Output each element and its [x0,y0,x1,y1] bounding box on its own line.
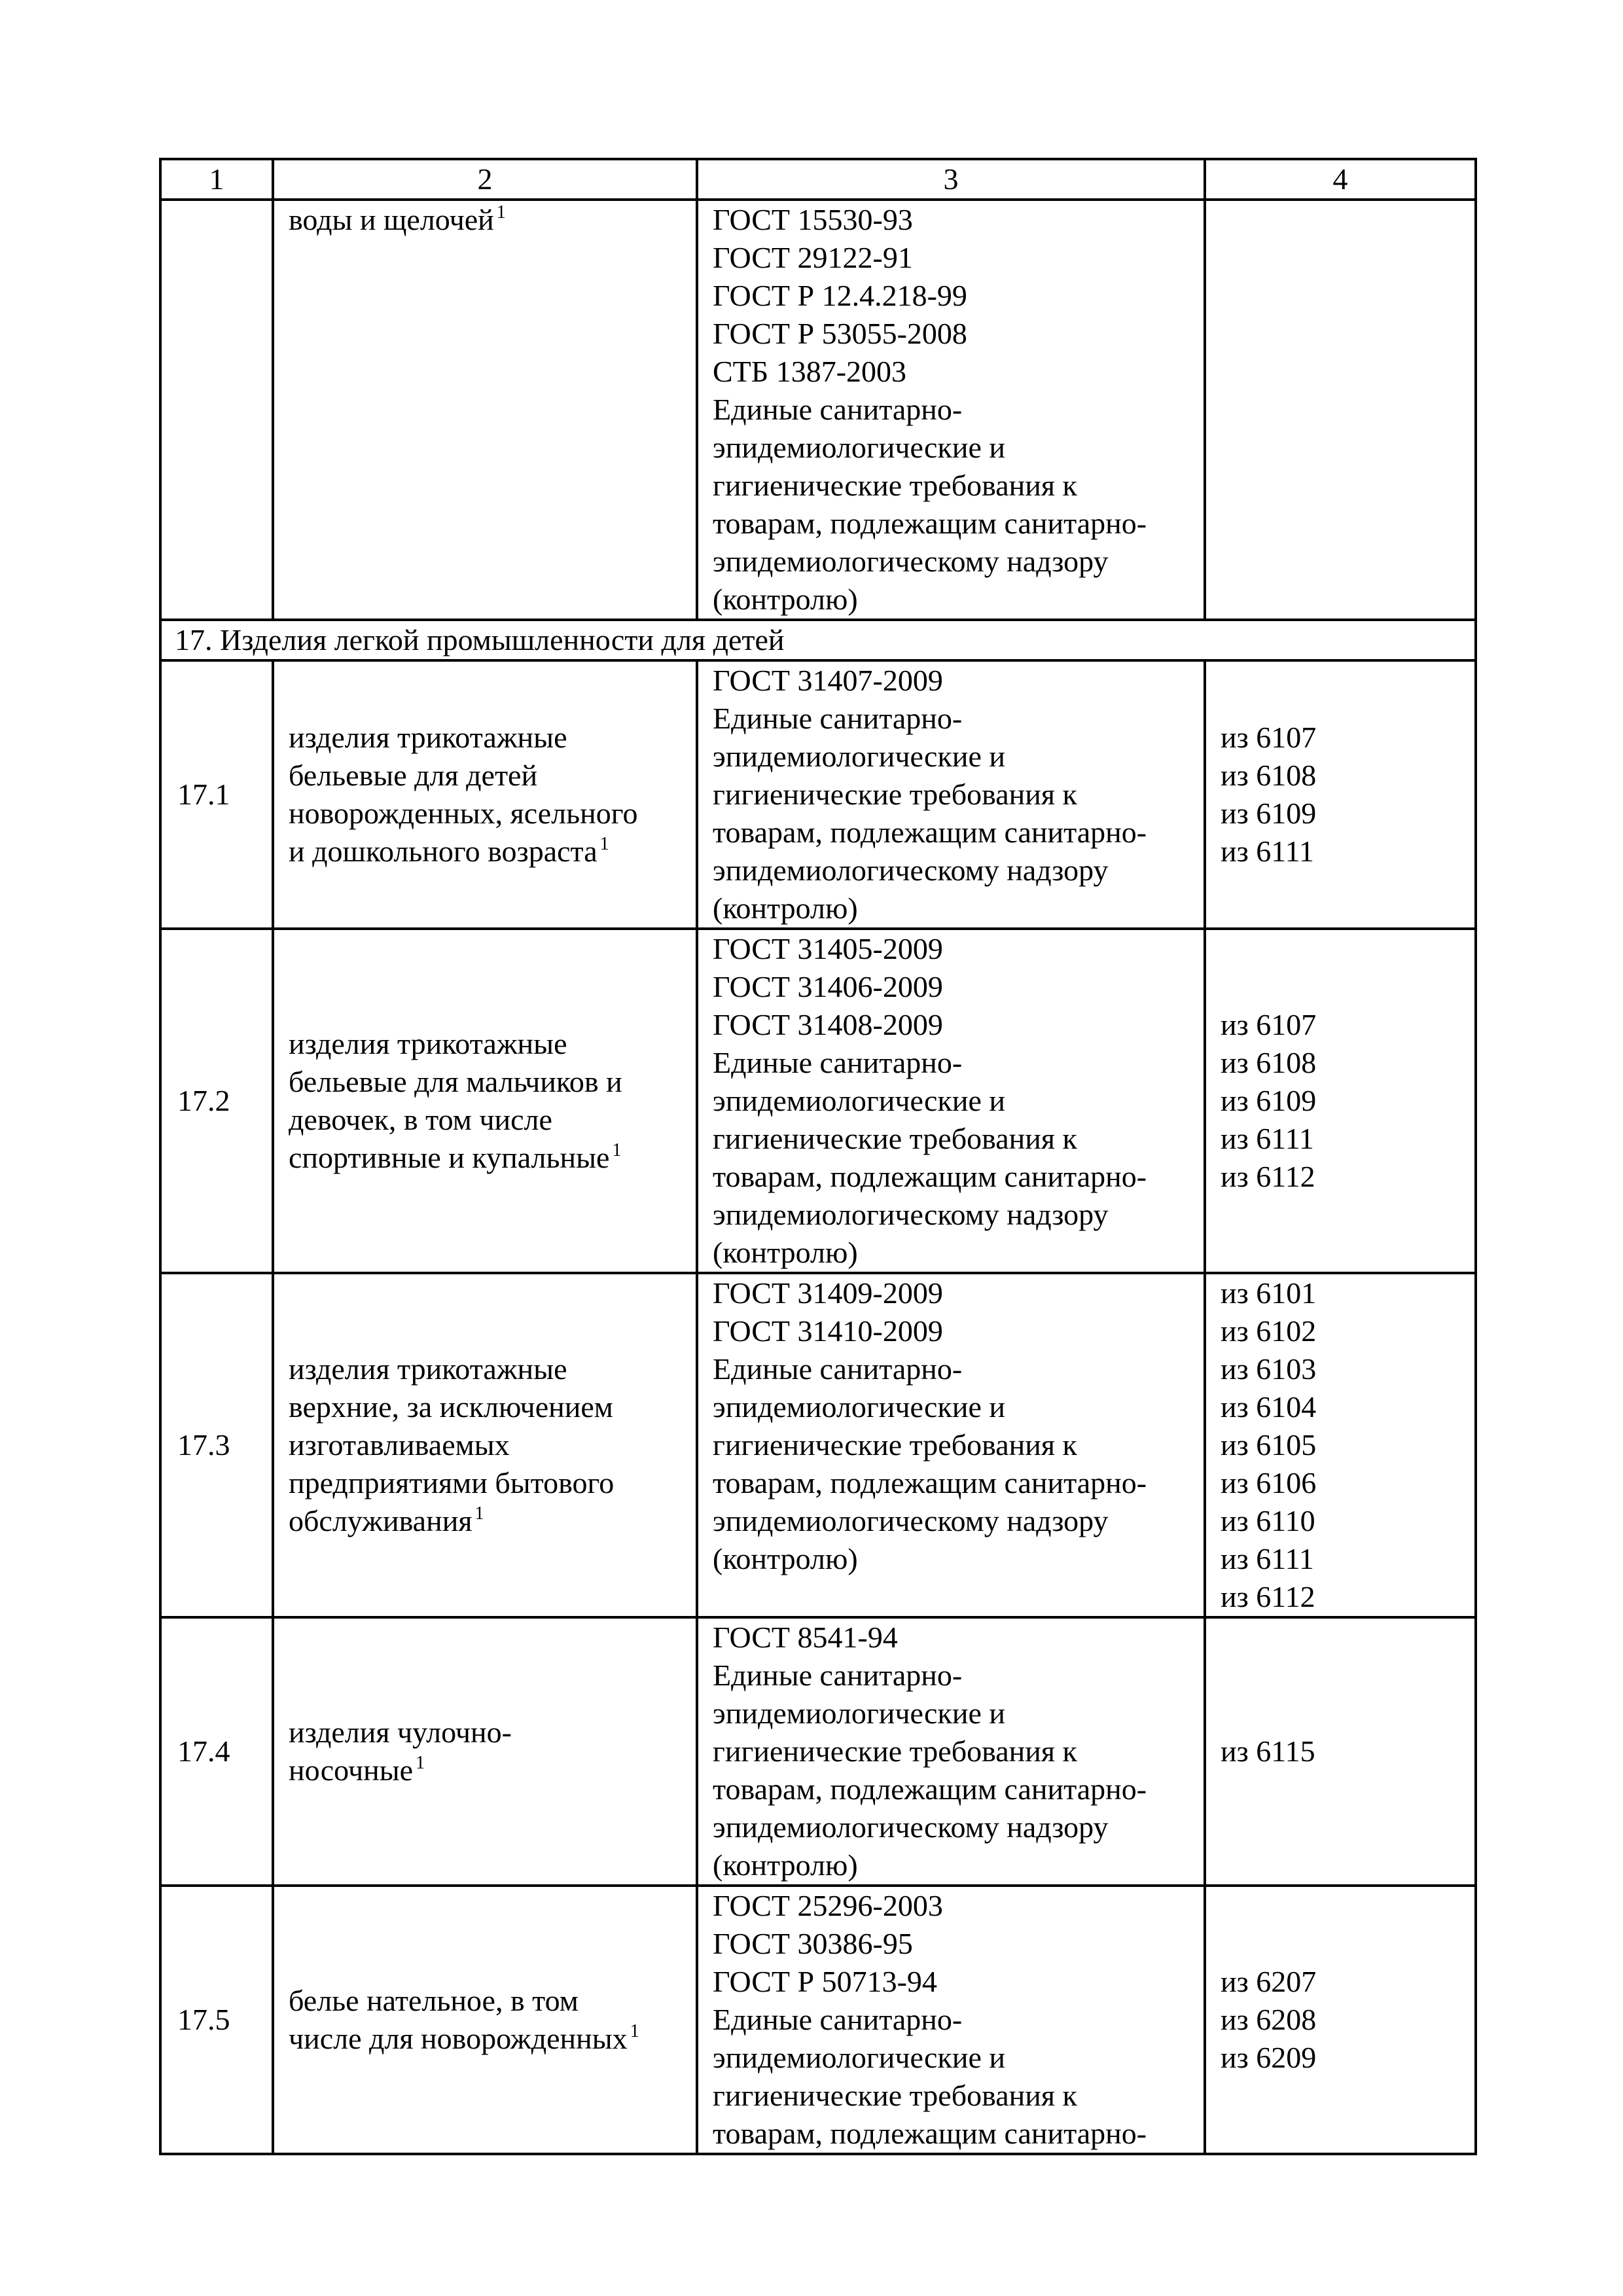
codes-cell [1205,1273,1476,1617]
product-name-line [289,1713,681,1751]
product-name-text: предприятиями бытового [289,1466,615,1499]
table-row [160,660,1476,929]
row-number: 17.1 [160,660,273,929]
customs-code: из 6102 [1221,1314,1317,1348]
table-body [160,159,1476,2154]
table-row [160,1886,1476,2154]
standard-line: товарам, подлежащим санитарно- [713,816,1147,849]
standard-line: СТБ 1387-2003 [713,355,907,388]
standard-line: эпидемиологические и [713,1696,1005,1730]
standard-line: ГОСТ Р 12.4.218-99 [713,279,967,312]
standard-line: Единые санитарно- [713,393,963,426]
standard-line: (контролю) [713,583,858,616]
codes-cell [1205,200,1476,620]
product-name-line [289,833,681,870]
product-name-text: изделия трикотажные [289,1027,567,1060]
product-name-line [289,1426,681,1464]
customs-code: из 6207 [1221,1965,1317,1998]
product-name-text: девочек, в том числе [289,1103,552,1136]
section-title: 17. Изделия легкой промышленности для детей [160,620,1476,660]
standard-line: (контролю) [713,1542,858,1575]
standard-line: (контролю) [713,891,858,925]
standards-cell [697,1886,1205,2154]
header-cell-4: 4 [1205,159,1476,200]
product-name-line [289,1025,681,1063]
product-name-line [289,1101,681,1139]
product-name-text: и дошкольного возраста [289,834,597,868]
standard-line: гигиенические требования к [713,2079,1077,2112]
standard-line: эпидемиологическому надзору [713,1504,1109,1537]
footnote-mark: 1 [496,202,506,223]
product-name-text: воды и щелочей [289,203,494,236]
continuation-row [160,200,1476,620]
product-name-text: белье нательное, в том [289,1984,579,2017]
customs-code: из 6115 [1221,1734,1315,1768]
standard-line: ГОСТ 31406-2009 [713,970,943,1003]
table-row [160,1273,1476,1617]
table-row [160,1617,1476,1886]
standard-line: гигиенические требования к [713,1734,1077,1768]
row-number [160,200,273,620]
codes-cell [1205,660,1476,929]
standard-line: Единые санитарно- [713,2003,963,2036]
footnote-mark: 1 [474,1503,484,1524]
customs-code: из 6109 [1221,1084,1317,1117]
product-name [273,929,697,1273]
product-name-line [289,1751,681,1789]
product-name-line [289,1982,681,2020]
customs-code: из 6108 [1221,759,1317,792]
product-name-text: изделия трикотажные [289,1352,567,1386]
standard-line: Единые санитарно- [713,1352,963,1386]
standard-line: эпидемиологические и [713,431,1005,464]
section-row [160,620,1476,660]
customs-code: из 6105 [1221,1428,1317,1462]
standard-line: (контролю) [713,1848,858,1882]
product-name-line [289,1464,681,1502]
product-name-text: изготавливаемых [289,1428,510,1462]
standard-line: ГОСТ Р 53055-2008 [713,317,967,350]
customs-code: из 6104 [1221,1390,1317,1424]
standards-cell [697,1617,1205,1886]
standard-line: ГОСТ 30386-95 [713,1927,913,1960]
customs-code: из 6109 [1221,797,1317,830]
customs-code: из 6101 [1221,1276,1317,1310]
product-name-line [289,795,681,833]
standard-line: гигиенические требования к [713,1122,1077,1155]
standard-line: ГОСТ 31408-2009 [713,1008,943,1041]
standard-line: эпидемиологические и [713,2041,1005,2074]
product-name-line [289,1350,681,1388]
customs-code: из 6208 [1221,2003,1317,2036]
product-name-text: бельевые для детей [289,759,538,792]
footnote-mark: 1 [630,2021,639,2041]
standards-cell [697,1273,1205,1617]
standard-line: эпидемиологические и [713,1390,1005,1424]
standards-cell [697,200,1205,620]
product-name-text: изделия чулочно- [289,1715,512,1749]
standard-line: эпидемиологические и [713,740,1005,773]
product-name-text: бельевые для мальчиков и [289,1065,622,1098]
footnote-mark: 1 [599,834,609,854]
standard-line: товарам, подлежащим санитарно- [713,1466,1147,1499]
standard-line: эпидемиологическому надзору [713,853,1109,887]
standard-line: ГОСТ 31409-2009 [713,1276,943,1310]
customs-code: из 6108 [1221,1046,1317,1079]
standard-line: ГОСТ 31407-2009 [713,664,943,697]
product-name [273,660,697,929]
customs-code: из 6111 [1221,1122,1314,1155]
standards-cell [697,660,1205,929]
product-name-text: обслуживания [289,1504,473,1537]
product-name-line [289,1063,681,1101]
standards-cell [697,929,1205,1273]
customs-code: из 6110 [1221,1504,1315,1537]
header-row [160,159,1476,200]
standard-line: эпидемиологические и [713,1084,1005,1117]
standard-line: ГОСТ 31410-2009 [713,1314,943,1348]
standard-line: товарам, подлежащим санитарно- [713,507,1147,540]
customs-code: из 6209 [1221,2041,1317,2074]
codes-cell [1205,1886,1476,2154]
product-name-line [289,1388,681,1426]
customs-code: из 6107 [1221,1008,1317,1041]
standard-line: гигиенические требования к [713,1428,1077,1462]
customs-code: из 6107 [1221,721,1317,754]
row-number: 17.2 [160,929,273,1273]
standard-line: гигиенические требования к [713,469,1077,502]
customs-code: из 6111 [1221,834,1314,868]
standard-line: ГОСТ Р 50713-94 [713,1965,937,1998]
standard-line: ГОСТ 29122-91 [713,241,913,274]
standard-line: товарам, подлежащим санитарно- [713,1772,1147,1806]
product-name [273,1886,697,2154]
standard-line: ГОСТ 8541-94 [713,1621,898,1654]
header-cell-1: 1 [160,159,273,200]
standard-line: ГОСТ 31405-2009 [713,932,943,965]
customs-code: из 6103 [1221,1352,1317,1386]
product-name-text: носочные [289,1753,414,1787]
standard-line: гигиенические требования к [713,778,1077,811]
table-row [160,929,1476,1273]
standard-line: Единые санитарно- [713,702,963,735]
standard-line: эпидемиологическому надзору [713,545,1109,578]
standard-line: ГОСТ 15530-93 [713,203,913,236]
product-name-line [289,1139,681,1177]
codes-cell [1205,929,1476,1273]
product-name-text: числе для новорожденных [289,2022,628,2055]
header-cell-2: 2 [273,159,697,200]
standard-line: (контролю) [713,1236,858,1269]
header-cell-3: 3 [697,159,1205,200]
product-name-line [289,757,681,795]
customs-code: из 6106 [1221,1466,1317,1499]
product-name-line [289,1502,681,1540]
customs-code: из 6111 [1221,1542,1314,1575]
product-name-line [289,719,681,757]
product-name-line [289,2020,681,2058]
row-number: 17.5 [160,1886,273,2154]
footnote-mark: 1 [612,1140,622,1160]
product-name-text: новорожденных, ясельного [289,797,638,830]
product-name-text: верхние, за исключением [289,1390,613,1424]
standard-line: Единые санитарно- [713,1046,963,1079]
standard-line: товарам, подлежащим санитарно- [713,1160,1147,1193]
standard-line: эпидемиологическому надзору [713,1810,1109,1844]
customs-code: из 6112 [1221,1160,1315,1193]
product-name-text: спортивные и купальные [289,1141,610,1174]
product-name [273,1273,697,1617]
product-name [273,200,697,620]
standards-table [159,158,1477,2155]
standard-line: ГОСТ 25296-2003 [713,1889,943,1922]
product-name [273,1617,697,1886]
product-name-text: изделия трикотажные [289,721,567,754]
customs-code: из 6112 [1221,1580,1315,1613]
standard-line: эпидемиологическому надзору [713,1198,1109,1231]
standard-line: Единые санитарно- [713,1659,963,1692]
row-number: 17.3 [160,1273,273,1617]
codes-cell [1205,1617,1476,1886]
standard-line: товарам, подлежащим санитарно- [713,2117,1147,2150]
row-number: 17.4 [160,1617,273,1886]
footnote-mark: 1 [416,1753,425,1773]
